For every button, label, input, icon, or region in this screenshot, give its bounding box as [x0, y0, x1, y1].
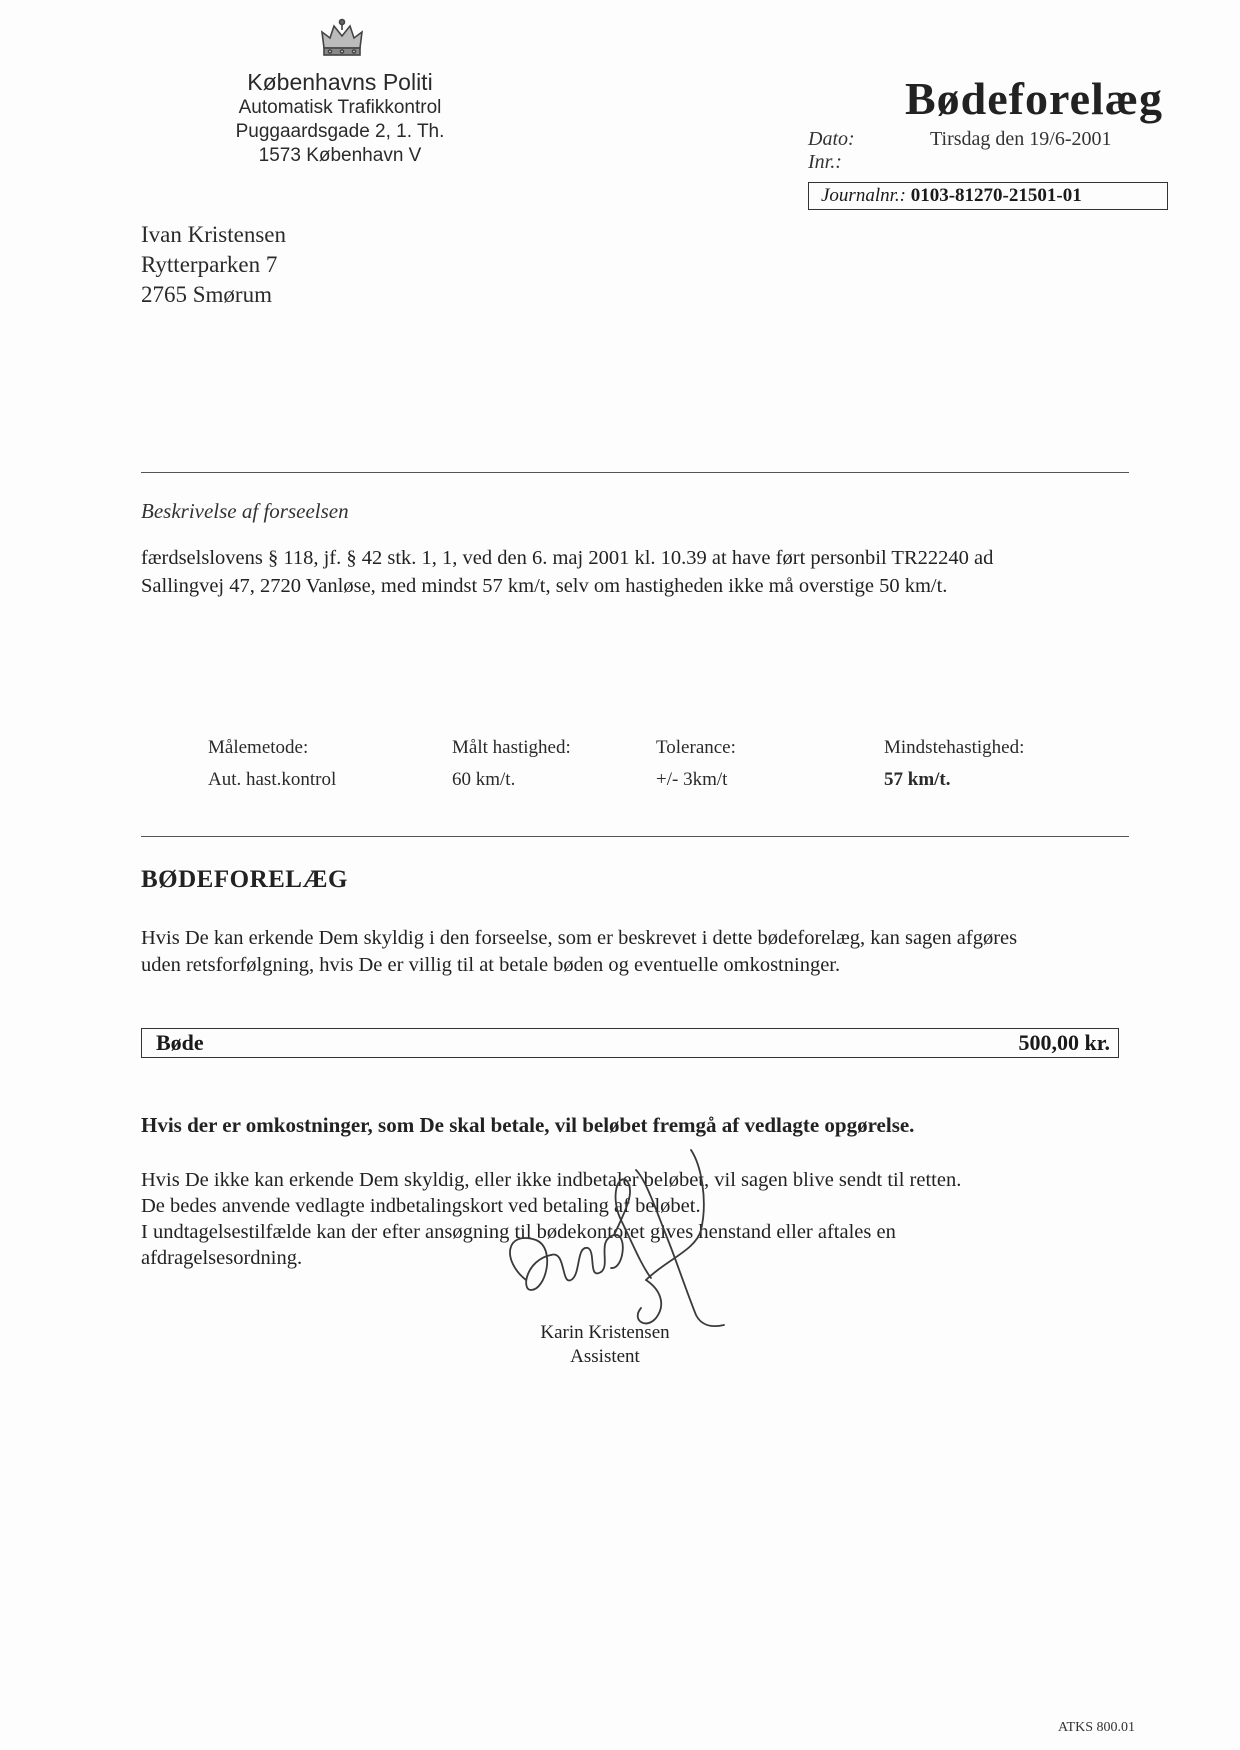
info-line-4: afdragelsesordning. [141, 1247, 303, 1269]
journal-label: Journalnr.: [821, 185, 906, 206]
measurement-label: Målt hastighed: [452, 737, 571, 758]
measurement-value: Aut. hast.kontrol [208, 769, 337, 790]
sender-block [190, 68, 490, 168]
sender-city: 1573 København V [258, 145, 422, 166]
measurement-tolerance [656, 732, 736, 796]
signer-role: Assistent [570, 1346, 640, 1367]
measurement-minimum-speed [884, 732, 1024, 796]
form-code: ATKS 800.01 [1058, 1720, 1136, 1735]
measurement-label: Målemetode: [208, 737, 309, 758]
divider [141, 472, 1129, 473]
fine-intro-line-2: uden retsforfølgning, hvis De er villig til at betale bøden og eventuelle omkostninger. [141, 954, 841, 976]
date-label: Dato: [808, 128, 855, 150]
measurement-value: +/- 3km/t [656, 769, 728, 790]
sender-department: Automatisk Trafikkontrol [238, 97, 442, 118]
measurement-label: Tolerance: [656, 737, 736, 758]
measurement-value: 60 km/t. [452, 769, 516, 790]
fine-intro-line-1: Hvis De kan erkende Dem skyldig i den forseelse, som er beskrevet i dette bødeforelæg, kan sagen afgøres [141, 927, 1018, 949]
measurement-method [208, 732, 336, 796]
fine-amount: 500,00 kr. [1018, 1030, 1110, 1055]
divider [141, 836, 1129, 837]
signer-block [530, 1321, 680, 1369]
offense-line-1: færdselslovens § 118, jf. § 42 stk. 1, 1, ved den 6. maj 2001 kl. 10.39 at have ført personbil TR22240 ad [141, 547, 994, 569]
measurement-label: Mindstehastighed: [884, 737, 1025, 758]
recipient-street: Rytterparken 7 [141, 252, 278, 277]
measurement-value: 57 km/t. [884, 769, 951, 790]
recipient-address [141, 220, 286, 310]
offense-heading: Beskrivelse af forseelsen [141, 499, 349, 523]
info-line-1: Hvis De ikke kan erkende Dem skyldig, eller ikke indbetaler beløbet, vil sagen blive sendt til retten. [141, 1169, 962, 1191]
journal-value: 0103-81270-21501-01 [910, 185, 1082, 206]
signer-name: Karin Kristensen [540, 1322, 670, 1343]
costs-note: Hvis der er omkostninger, som De skal betale, vil beløbet fremgå af vedlagte opgørelse. [141, 1113, 915, 1137]
offense-line-2: Sallingvej 47, 2720 Vanløse, med mindst 57 km/t, selv om hastigheden ikke må overstige 50 km/t. [141, 575, 948, 597]
journal-number-box [808, 182, 1168, 210]
info-line-3: I undtagelsestilfælde kan der efter ansøgning til bødekontoret gives henstand eller aftales en [141, 1221, 896, 1243]
document-title: Bødeforelæg [905, 73, 1164, 124]
fine-heading: BØDEFORELÆG [141, 866, 348, 893]
fine-label: Bøde [156, 1030, 204, 1055]
royal-crown-icon [318, 18, 366, 58]
fine-amount-box [141, 1028, 1119, 1058]
sender-org: Københavns Politi [247, 69, 433, 95]
measurement-measured-speed [452, 732, 571, 796]
inr-label: Inr.: [808, 151, 842, 173]
recipient-city: 2765 Smørum [141, 282, 272, 307]
date-value: Tirsdag den 19/6-2001 [930, 128, 1112, 150]
recipient-name: Ivan Kristensen [141, 222, 286, 247]
sender-street: Puggaardsgade 2, 1. Th. [235, 121, 445, 142]
info-line-2: De bedes anvende vedlagte indbetalingskort ved betaling af beløbet. [141, 1195, 701, 1217]
